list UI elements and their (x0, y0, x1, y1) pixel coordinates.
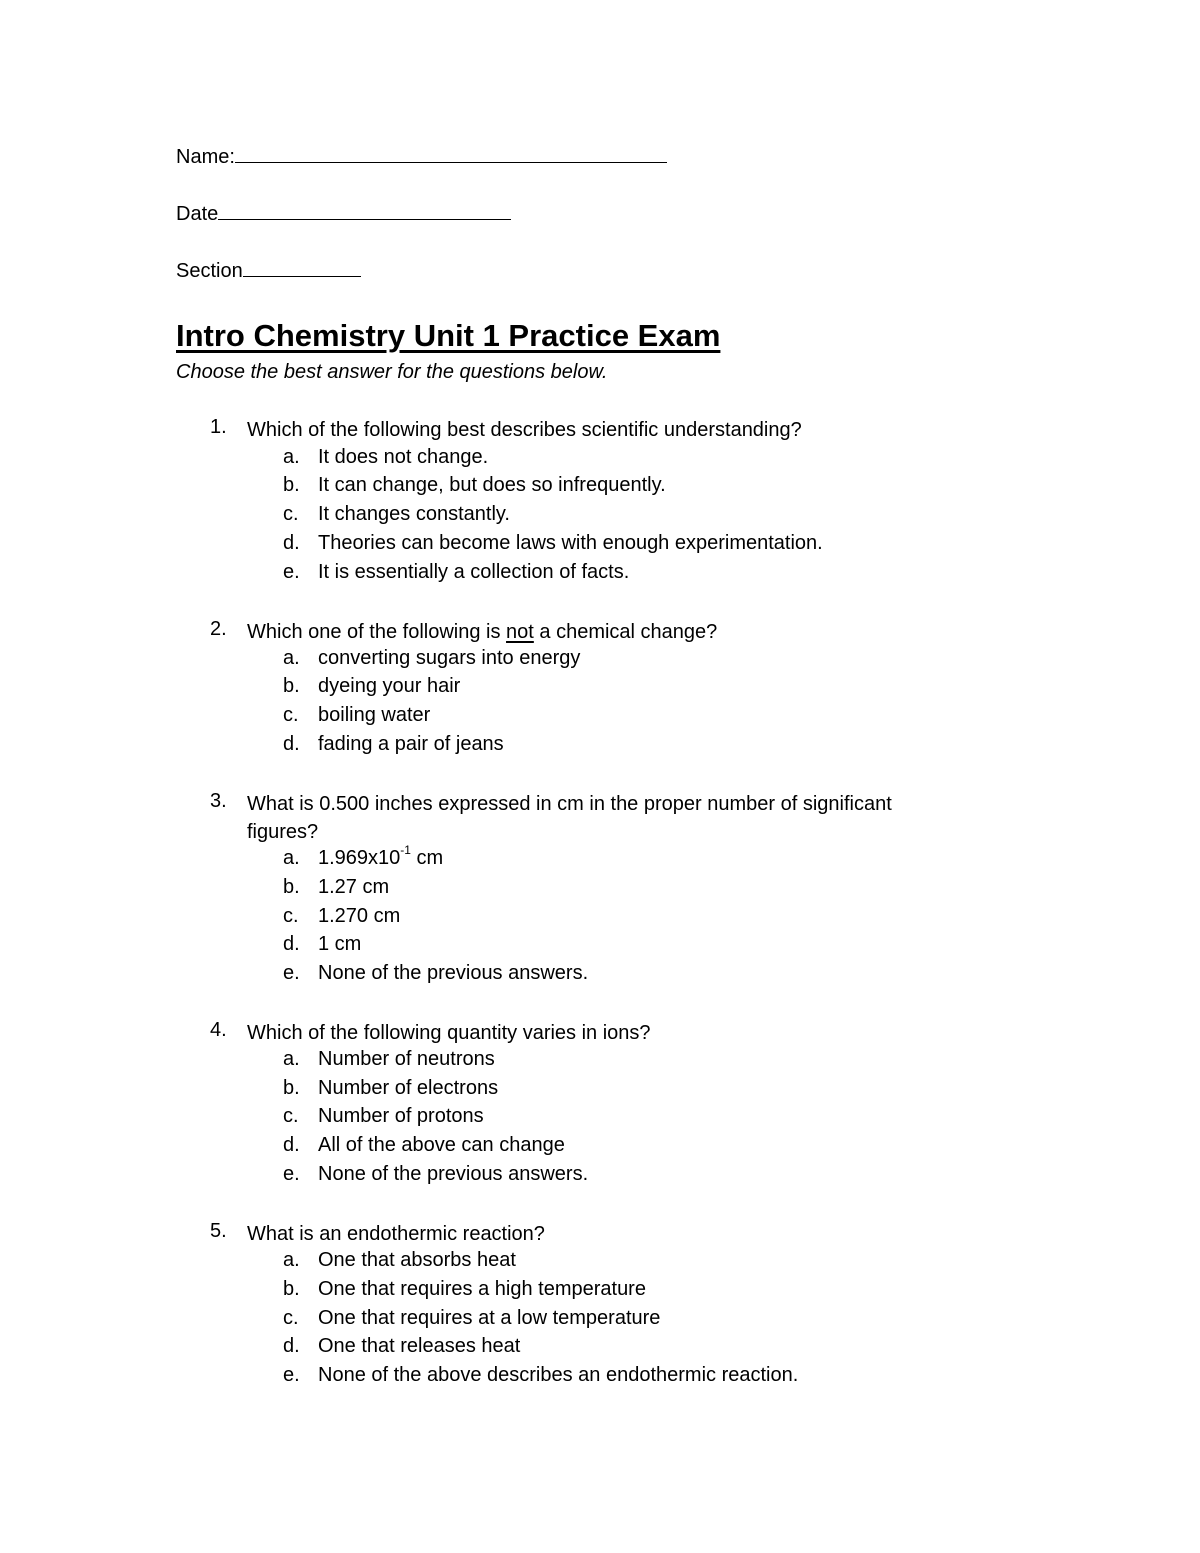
option-letter: c. (283, 704, 299, 726)
option-text: fading a pair of jeans (318, 733, 504, 755)
question-text: What is 0.500 inches expressed in cm in the proper number of significant figures? (247, 793, 892, 843)
option-letter: a. (283, 847, 300, 869)
option-text: It changes constantly. (318, 503, 510, 525)
option-text: All of the above can change (318, 1134, 565, 1156)
option-text: None of the previous answers. (318, 962, 589, 984)
option-text: It does not change. (318, 446, 489, 468)
question-text-part: Which one of the following is (247, 621, 507, 643)
option-text: converting sugars into energy (318, 647, 581, 669)
option-text: 1 cm (318, 933, 362, 955)
option-text: 1.27 cm (318, 876, 390, 898)
date-field[interactable] (176, 201, 511, 226)
option-letter: e. (283, 962, 300, 984)
option-text: One that absorbs heat (318, 1249, 516, 1271)
question-text-part: a chemical change? (533, 621, 718, 643)
option-text: Number of neutrons (318, 1048, 495, 1070)
name-label: Name: (176, 146, 235, 168)
option-letter: a. (283, 1249, 300, 1271)
question-text: Which of the following quantity varies in ions? (247, 1022, 651, 1044)
page-title: Intro Chemistry Unit 1 Practice Exam (176, 318, 721, 353)
option-letter: e. (283, 1364, 300, 1386)
option-text: None of the above describes an endothermic reaction. (318, 1364, 799, 1386)
option-letter: a. (283, 647, 300, 669)
section-field[interactable] (176, 258, 361, 283)
option-letter: d. (283, 1134, 300, 1156)
option-text: boiling water (318, 704, 431, 726)
question-number: 3. (210, 790, 227, 812)
option-text: 1.270 cm (318, 905, 401, 927)
option-unit: cm (410, 847, 444, 869)
option-letter: b. (283, 1077, 300, 1099)
option-text: One that requires a high temperature (318, 1278, 646, 1300)
option-letter: d. (283, 532, 300, 554)
question-number: 1. (210, 416, 227, 438)
option-text: Number of electrons (318, 1077, 499, 1099)
option-text: None of the previous answers. (318, 1163, 589, 1185)
question-text: Which of the following best describes scientific understanding? (247, 419, 802, 441)
question-text: What is an endothermic reaction? (247, 1223, 545, 1245)
option-letter: a. (283, 446, 300, 468)
name-blank[interactable] (235, 144, 667, 163)
option-text: One that requires at a low temperature (318, 1307, 661, 1329)
option-letter: d. (283, 1335, 300, 1357)
option-letter: c. (283, 905, 299, 927)
option-text (318, 843, 444, 870)
option-letter: c. (283, 503, 299, 525)
option-text: One that releases heat (318, 1335, 521, 1357)
option-text: It can change, but does so infrequently. (318, 474, 666, 496)
section-label: Section (176, 260, 243, 282)
option-letter: b. (283, 675, 300, 697)
option-exponent: -1 (400, 843, 411, 858)
section-blank[interactable] (243, 258, 361, 277)
option-letter: c. (283, 1307, 299, 1329)
date-blank[interactable] (218, 201, 511, 220)
option-text: It is essentially a collection of facts. (318, 561, 630, 583)
question-text-emphasis: not (506, 621, 534, 643)
option-letter: d. (283, 933, 300, 955)
question-text (247, 618, 967, 646)
date-label: Date (176, 203, 219, 225)
option-letter: b. (283, 876, 300, 898)
option-text: Theories can become laws with enough experimentation. (318, 532, 823, 554)
question-number: 4. (210, 1019, 227, 1041)
option-letter: a. (283, 1048, 300, 1070)
option-text: Number of protons (318, 1105, 484, 1127)
name-field[interactable] (176, 144, 667, 169)
option-letter: b. (283, 474, 300, 496)
instructions: Choose the best answer for the questions below. (176, 361, 608, 383)
option-letter: d. (283, 733, 300, 755)
question-number: 5. (210, 1220, 227, 1242)
option-letter: e. (283, 561, 300, 583)
option-letter: b. (283, 1278, 300, 1300)
option-letter: e. (283, 1163, 300, 1185)
option-text: dyeing your hair (318, 675, 461, 697)
question-number: 2. (210, 618, 227, 640)
option-base: 1.969x10 (318, 847, 401, 869)
option-letter: c. (283, 1105, 299, 1127)
